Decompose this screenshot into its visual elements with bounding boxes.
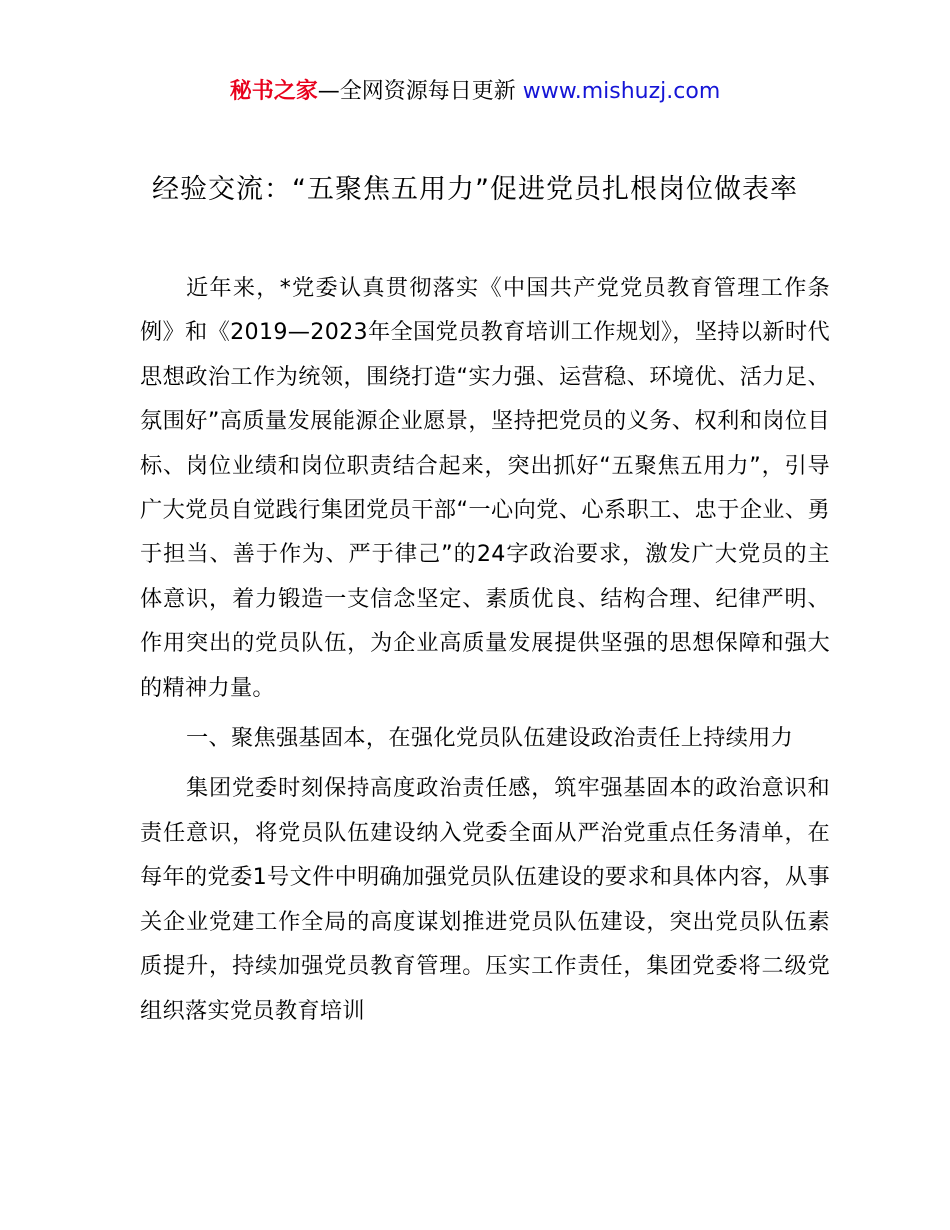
document-title: 经验交流：“五聚焦五用力”促进党员扎根岗位做表率 [152, 174, 798, 205]
site-brand[interactable]: 秘书之家 [229, 79, 318, 104]
site-url-link[interactable]: www.mishuzj.com [522, 79, 721, 104]
paragraph-section-1: 集团党委时刻保持高度政治责任感，筑牢强基固本的政治意识和责任意识，将党员队伍建设纳入党委全面从严治党重点任务清单，在每年的党委1号文件中明确加强党员队伍建设的要求和具体内容，从事关企业党建工作全局的高度谋划推进党员队伍建设，突出党员队伍素质提升，持续加强党员教育管理。压实工作责任，集团党委将二级党组织落实党员教育培训 [140, 775, 830, 1024]
section-heading-1: 一、聚焦强基固本，在强化党员队伍建设政治责任上持续用力 [186, 725, 794, 752]
paragraph-intro: 近年来，*党委认真贯彻落实《中国共产党党员教育管理工作条例》和《2019—2023年全国党员教育培训工作规划》，坚持以新时代思想政治工作为统领，围绕打造“实力强、运营稳、环境优、活力足、氛围好”高质量发展能源企业愿景，坚持把党员的义务、权利和岗位目标、岗位业绩和岗位职责结合起来，突出抓好“五聚焦五用力”，引导广大党员自觉践行集团党员干部“一心向党、心系职工、忠于企业、勇于担当、善于作为、严于律己”的24字政治要求，激发广大党员的主体意识，着力锻造一支信念坚定、素质优良、结构合理、纪律严明、作用突出的党员队伍，为企业高质量发展提供坚强的思想保障和强大的精神力量。 [140, 275, 830, 701]
site-header [0, 76, 950, 108]
document-body [140, 266, 830, 1039]
site-tagline: —全网资源每日更新 [317, 79, 523, 104]
